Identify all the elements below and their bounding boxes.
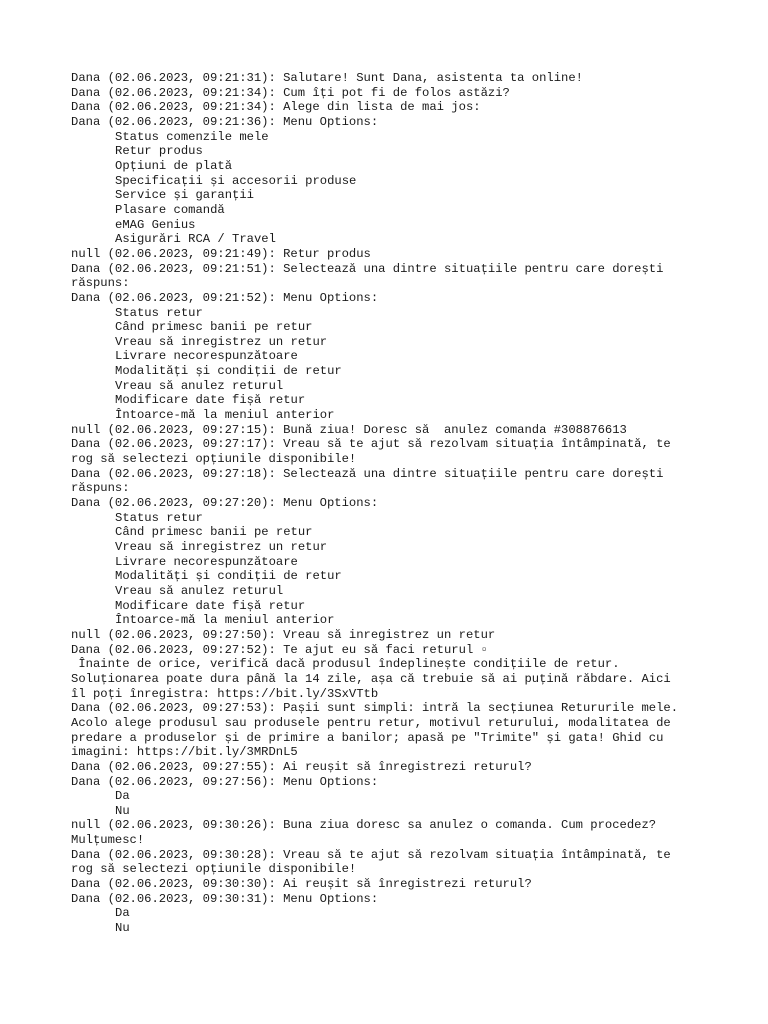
chat-message: Dana (02.06.2023, 09:21:52): Menu Options: — [71, 290, 379, 305]
menu-option: Livrare necorespunzătoare — [115, 349, 298, 364]
menu-option: Modalități și condiții de retur — [115, 364, 342, 379]
chat-message: Dana (02.06.2023, 09:30:31): Menu Options: — [71, 891, 379, 906]
chat-message: Dana (02.06.2023, 09:30:28): Vreau să te ajut să rezolvam situația întâmpinată, te rog să selectezi opțiunile disponibile! — [71, 847, 671, 877]
menu-option: Vreau să inregistrez un retur — [115, 540, 328, 554]
menu-option: Status retur — [115, 305, 203, 320]
chat-message: null (02.06.2023, 09:27:50): Vreau să inregistrez un retur — [71, 627, 496, 642]
chat-message: Dana (02.06.2023, 09:27:55): Ai reușit să înregistrezi returul? — [71, 759, 532, 774]
menu-option: Status comenzile mele — [115, 129, 269, 144]
chat-message: Dana (02.06.2023, 09:21:34): Cum îți pot fi de folos astăzi? — [71, 85, 510, 100]
menu-option: Când primesc banii pe retur — [115, 525, 313, 540]
menu-option: Întoarce-mă la meniul anterior — [115, 408, 335, 423]
menu-option: Retur produs — [115, 144, 203, 159]
menu-option: Modificare date fișă retur — [115, 393, 306, 408]
menu-option: Da — [115, 906, 130, 921]
menu-option: eMAG Genius — [115, 217, 196, 232]
chat-message: null (02.06.2023, 09:21:49): Retur produs — [71, 246, 371, 261]
menu-option: Opțiuni de plată — [115, 158, 233, 173]
menu-option: Vreau să anulez returul — [115, 378, 284, 393]
menu-option: Service și garanții — [115, 188, 254, 203]
menu-option: Modificare date fișă retur — [115, 598, 306, 613]
chat-message: Dana (02.06.2023, 09:27:20): Menu Options: — [71, 496, 379, 511]
menu-option: Nu — [115, 921, 130, 936]
chat-message: null (02.06.2023, 09:27:15): Bună ziua! Doresc să anulez comanda #308876613 — [71, 422, 627, 437]
chat-message: Dana (02.06.2023, 09:27:18): Selectează una dintre situațiile pentru care dorești răspuns: — [71, 466, 664, 496]
chat-message: Dana (02.06.2023, 09:21:51): Selectează una dintre situațiile pentru care dorești răspuns: — [71, 261, 664, 291]
menu-option: Status retur — [115, 510, 203, 525]
chat-message: Dana (02.06.2023, 09:21:34): Alege din lista de mai jos: — [71, 100, 481, 115]
menu-option: Asigurări RCA / Travel — [115, 232, 276, 247]
menu-option: Întoarce-mă la meniul anterior — [115, 613, 335, 628]
chat-message: null (02.06.2023, 09:30:26): Buna ziua doresc sa anulez o comanda. Cum procedez? Mulțumesc! — [71, 818, 657, 848]
chat-message: Dana (02.06.2023, 09:27:17): Vreau să te ajut să rezolvam situația întâmpinată, te rog să selectezi opțiunile disponibile! — [71, 437, 671, 467]
menu-option: Când primesc banii pe retur — [115, 320, 313, 335]
menu-option: Da — [115, 789, 130, 804]
menu-option: Vreau să inregistrez un retur — [115, 334, 328, 349]
chat-transcript — [71, 71, 731, 936]
chat-message: Dana (02.06.2023, 09:27:56): Menu Options: — [71, 774, 379, 789]
menu-option: Specificații și accesorii produse — [115, 173, 357, 188]
chat-message: Dana (02.06.2023, 09:27:52): Te ajut eu să faci returul ▫ Înainte de orice, verifică dacă produsul îndeplinește condițiile de retur. Soluționarea poate dura până la 14 zile, așa că trebuie să ai puțină răbdare. Aici îl poți înregistra: https://bit.ly/3SxVTtb — [71, 642, 671, 701]
chat-message: Dana (02.06.2023, 09:27:53): Pașii sunt simpli: intră la secțiunea Retururile mele. Acolo alege produsul sau produsele pentru retur, motivul returului, modalitatea de predare a produselor și de primire a banilor; apasă pe "Trimite" și gata! Ghid cu imagini: https://bit.ly/3MRDnL5 — [71, 701, 679, 760]
menu-option: Modalități și condiții de retur — [115, 569, 342, 584]
menu-option: Plasare comandă — [115, 202, 225, 217]
chat-message: Dana (02.06.2023, 09:21:31): Salutare! Sunt Dana, asistenta ta online! — [71, 71, 583, 85]
menu-option: Livrare necorespunzătoare — [115, 554, 298, 569]
menu-option: Vreau să anulez returul — [115, 583, 284, 598]
menu-option: Nu — [115, 803, 130, 818]
chat-message: Dana (02.06.2023, 09:21:36): Menu Options: — [71, 114, 379, 129]
chat-message: Dana (02.06.2023, 09:30:30): Ai reușit să înregistrezi returul? — [71, 877, 532, 892]
